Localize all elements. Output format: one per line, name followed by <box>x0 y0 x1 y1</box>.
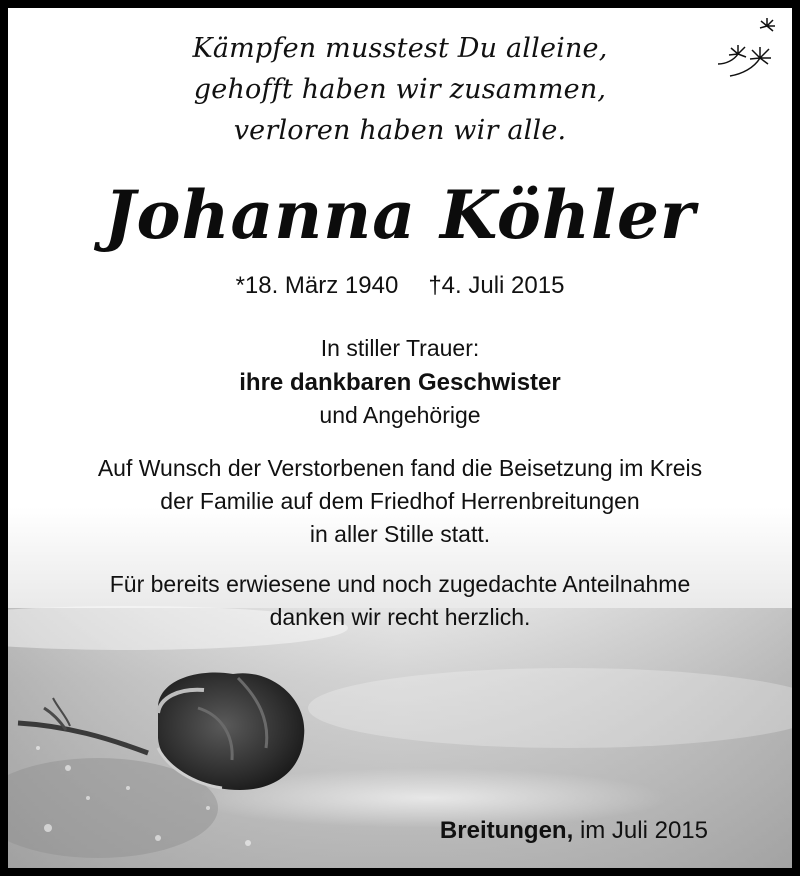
burial-line: der Familie auf dem Friedhof Herrenbreitungen <box>160 488 640 514</box>
deceased-name: Johanna Köhler <box>104 176 696 254</box>
obituary-card <box>8 8 792 868</box>
thanks-notice <box>8 568 792 634</box>
birth-date: *18. März 1940 <box>235 272 399 299</box>
thanks-line: Für bereits erwiesene und noch zugedachte Anteilnahme <box>109 571 691 597</box>
thanks-line: danken wir recht herzlich. <box>269 604 531 630</box>
motto-line: verloren haben wir alle. <box>233 115 567 146</box>
burial-line: Auf Wunsch der Verstorbenen fand die Beisetzung im Kreis <box>97 455 703 481</box>
relatives-line: und Angehörige <box>319 402 481 428</box>
motto-line: gehofft haben wir zusammen, <box>193 74 607 105</box>
place-and-date <box>440 816 708 846</box>
closing-place: Breitungen, <box>439 817 574 844</box>
motto-line: Kämpfen musstest Du alleine, <box>192 33 608 64</box>
burial-line: in aller Stille statt. <box>309 521 491 547</box>
mourners-name: ihre dankbaren Geschwister <box>239 369 561 396</box>
motto-poem <box>8 28 792 151</box>
mourning-label: In stiller Trauer: <box>320 335 480 361</box>
life-dates <box>8 270 792 302</box>
death-date: †4. Juli 2015 <box>428 272 565 299</box>
burial-notice <box>8 452 792 551</box>
closing-date: im Juli 2015 <box>579 817 708 844</box>
